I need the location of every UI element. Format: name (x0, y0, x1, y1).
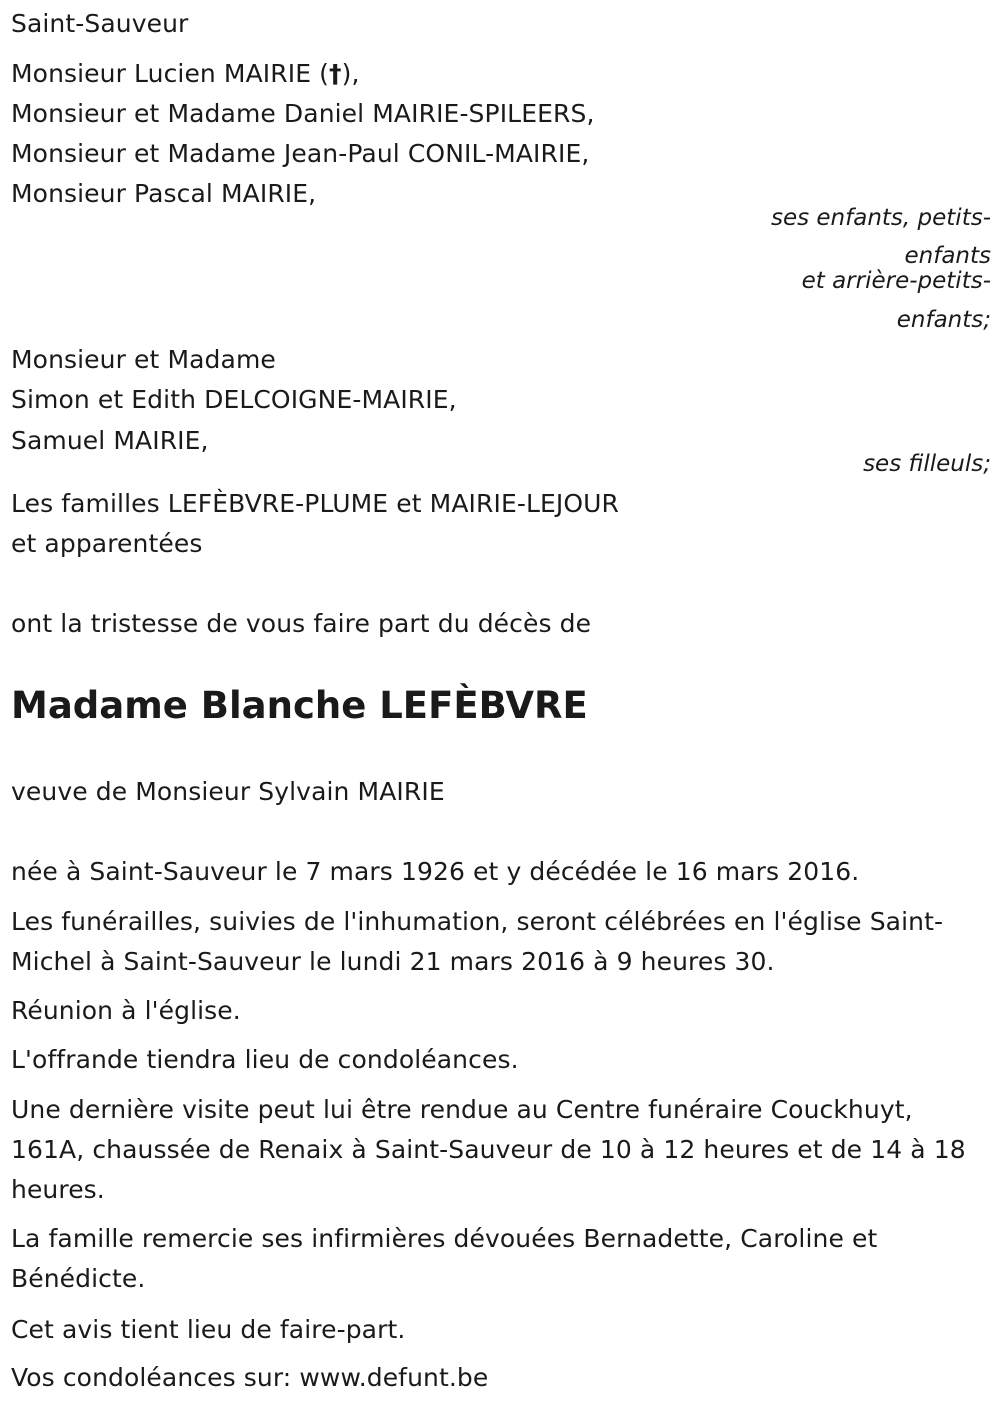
godchildren-role: ses filleuls; (863, 451, 991, 477)
godchild-line-3: Samuel MAIRIE, (11, 426, 209, 455)
godchild-line-1: Monsieur et Madame (11, 345, 276, 374)
child-line-4: Monsieur Pascal MAIRIE, (11, 179, 317, 208)
birth-death-text: née à Saint-Sauveur le 7 mars 1926 et y décédée le 16 mars 2016. (11, 857, 860, 886)
funeral-line-1: Les funérailles, suivies de l'inhumation, seront célébrées en l'église Saint- (11, 907, 944, 936)
visit-line-2: 161A, chaussée de Renaix à Saint-Sauveur de 10 à 12 heures et de 14 à 18 (11, 1135, 966, 1164)
thanks-line-1: La famille remercie ses infirmières dévouées Bernadette, Caroline et (11, 1224, 878, 1253)
families-line-2: et apparentées (11, 529, 203, 558)
offering-text: L'offrande tiendra lieu de condoléances. (11, 1045, 519, 1074)
location-heading: Saint-Sauveur (11, 9, 189, 38)
godchild-line-2: Simon et Edith DELCOIGNE-MAIRIE, (11, 385, 457, 414)
child-line-1 (11, 54, 360, 94)
cross-suffix: ), (341, 59, 360, 88)
visit-line-1: Une dernière visite peut lui être rendue au Centre funéraire Couckhuyt, (11, 1095, 913, 1124)
child-line-2: Monsieur et Madame Daniel MAIRIE-SPILEERS, (11, 99, 595, 128)
notice-text: Cet avis tient lieu de faire-part. (11, 1315, 406, 1344)
funeral-line-2: Michel à Saint-Sauveur le lundi 21 mars 2016 à 9 heures 30. (11, 947, 775, 976)
thanks-line-2: Bénédicte. (11, 1264, 146, 1293)
children-role-line-2: enfants (904, 243, 991, 269)
children-role-line-1: ses enfants, petits- (770, 205, 991, 231)
cross-icon: † (329, 59, 342, 88)
children-role-line-3: et arrière-petits- (801, 268, 991, 294)
child-name-1: Monsieur Lucien MAIRIE ( (11, 59, 330, 88)
visit-line-3: heures. (11, 1175, 105, 1204)
children-role-line-4: enfants; (896, 307, 991, 333)
condolences-text: Vos condoléances sur: www.defunt.be (11, 1363, 489, 1392)
widow-of-text: veuve de Monsieur Sylvain MAIRIE (11, 777, 445, 806)
child-line-3: Monsieur et Madame Jean-Paul CONIL-MAIRIE, (11, 139, 590, 168)
families-line-1: Les familles LEFÈBVRE-PLUME et MAIRIE-LEJOUR (11, 489, 620, 518)
announcement-text: ont la tristesse de vous faire part du décès de (11, 609, 592, 638)
gathering-text: Réunion à l'église. (11, 996, 241, 1025)
deceased-name: Madame Blanche LEFÈBVRE (11, 684, 588, 727)
